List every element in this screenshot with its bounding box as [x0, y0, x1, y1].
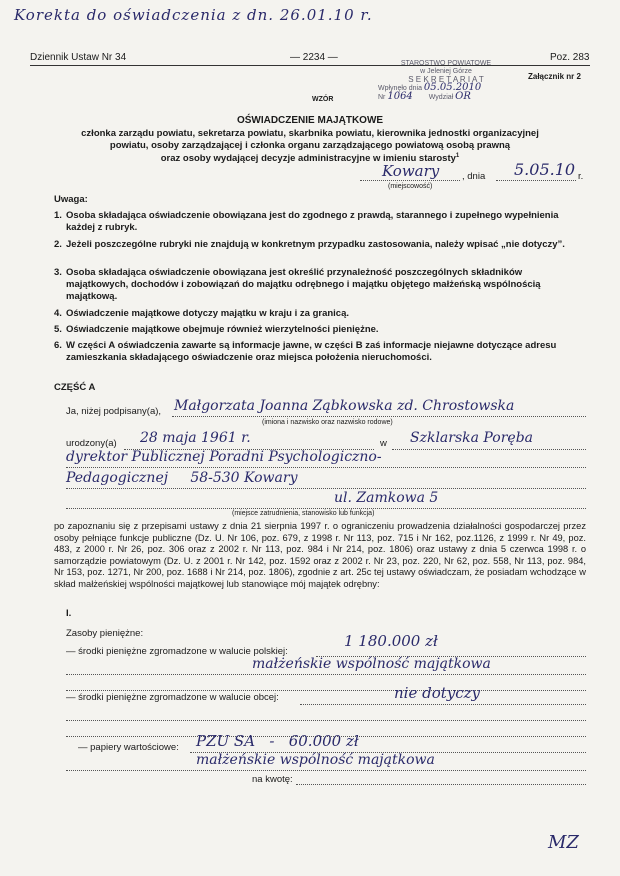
- note-2: 2. Jeżeli poszczególne rubryki nie znajdują w konkretnym przypadku zastosowania, należy wpisać „nie dotyczy”.: [54, 239, 565, 250]
- pln-ownership-dotted-line: [66, 674, 586, 675]
- annex-label: Załącznik nr 2: [528, 72, 581, 81]
- securities-label: — papiery wartościowe:: [78, 742, 179, 753]
- journal-name: Dziennik Ustaw Nr 34: [30, 52, 127, 63]
- place-caption: (miejscowość): [388, 183, 433, 190]
- subtitle-footnote: 1: [455, 153, 460, 159]
- born-in-label: w: [380, 438, 387, 449]
- legal-basis-text: po zapoznaniu się z przepisami ustawy z dnia 21 sierpnia 1997 r. o ograniczeniu prowadzenia działalności gospodarczej przez osoby pełniące funkcje publiczne (Dz. U. Nr 106, poz. 679, z 1998 r. Nr 113, poz. 715 i Nr 162, poz.1126, z 1999 r. Nr 49, poz. 483, z 2000 r. Nr 26, poz. 306 oraz z 2002 r. Nr 113, poz. 984 i Nr 214, poz. 1806) oraz ustawy z dnia 5 czerwca 1998 r. o samorządzie powiatowym (Dz. U. z 2001 r. Nr 142, poz. 1592 oraz z 2002 r. Nr 23, poz. 220, Nr 62, poz. 558, Nr 113, poz. 984, Nr 153, poz. 1271, Nr 200, poz. 1688 i Nr 214, poz. 1806), zgodnie z art. 25c tej ustawy oświadczam, że posiadam wchodzące w skład małżeńskiej wspólności majątkowej lub stanowiące mój majątek odrębny:: [54, 521, 586, 589]
- birth-place-dotted-line: [392, 449, 586, 450]
- job-line-3-handwritten: ul. Zamkowa 5: [334, 490, 439, 506]
- stamp-secretariat: S E K R E T A R I A T: [408, 75, 484, 84]
- stamp-department-label: Wydział: [428, 94, 454, 101]
- section-i-numeral: I.: [66, 608, 72, 619]
- cash-resources-heading: Zasoby pieniężne:: [66, 628, 144, 639]
- name-label: Ja, niżej podpisany(a),: [66, 406, 162, 417]
- note-4: 4. Oświadczenie majątkowe dotyczy majątku w kraju i za granicą.: [54, 308, 349, 319]
- job-dotted-line-2: [66, 488, 586, 489]
- born-label: urodzony(a): [66, 438, 117, 449]
- pln-extra-dotted-line: [66, 690, 586, 691]
- part-a-heading: CZĘŚĆ A: [54, 382, 96, 393]
- amount-dotted-line: [296, 784, 586, 785]
- page-number: — 2234 —: [290, 52, 338, 63]
- pln-funds-handwritten: 1 180.000 zł: [344, 632, 438, 650]
- stamp-number-value: 1064: [387, 91, 413, 102]
- subtitle-line-3: oraz osoby wydającej decyzje administracyjne w imieniu starosty$^1$: [160, 153, 460, 165]
- year-suffix: r.: [578, 171, 584, 182]
- birth-place-handwritten: Szklarska Poręba: [410, 430, 533, 446]
- note-6: 6. W części A oświadczenia zawarte są informacje jawne, w części B zaś informacje niejawne dotyczące adresu zamieszkania składającego oświadczenie oraz miejsca położenia nieruchomości.: [54, 340, 557, 363]
- date-dotted-line: [496, 180, 576, 181]
- notes-heading: Uwaga:: [54, 194, 88, 205]
- signature-initials: MZ: [548, 832, 579, 853]
- registry-stamp: [378, 60, 514, 102]
- date-handwritten: 5.05.10: [514, 160, 576, 179]
- date-label: , dnia: [462, 171, 486, 182]
- stamp-office: STAROSTWO POWIATOWE: [400, 60, 492, 67]
- stamp-received-label: Wpłynęło dnia: [378, 85, 422, 92]
- securities-handwritten: PZU SA - 60.000 zł: [196, 732, 359, 750]
- job-dotted-line-3: [66, 508, 586, 509]
- foreign-funds-dotted-line: [300, 704, 586, 705]
- position-number: Poz. 283: [550, 52, 590, 63]
- job-dotted-line-1: [66, 467, 586, 468]
- foreign-funds-label: — środki pieniężne zgromadzone w walucie obcej:: [66, 692, 279, 703]
- securities-ownership-dotted-line: [66, 770, 586, 771]
- pln-funds-label: — środki pieniężne zgromadzone w walucie polskiej:: [66, 646, 288, 657]
- stamp-city: w Jeleniej Górze: [420, 68, 472, 75]
- stamp-department-value: OR: [455, 91, 471, 102]
- job-line-1-handwritten: dyrektor Publicznej Poradni Psychologiczno-: [66, 449, 382, 465]
- place-dotted-line: [360, 180, 460, 181]
- job-caption: (miejsce zatrudnienia, stanowisko lub funkcja): [232, 510, 375, 517]
- name-caption: (imiona i nazwisko oraz nazwisko rodowe): [262, 419, 393, 426]
- stamp-received-date: 05.05.2010: [423, 82, 482, 93]
- subtitle-line-2: powiatu, osoby zarządzającej i członka organu zarządzającego powiatową osobą prawną: [109, 139, 511, 151]
- job-line-2-handwritten: Pedagogicznej 58-530 Kowary: [66, 470, 298, 486]
- foreign-funds-handwritten: nie dotyczy: [394, 684, 481, 702]
- note-5: 5. Oświadczenie majątkowe obejmuje również wierzytelności pieniężne.: [54, 324, 379, 335]
- place-handwritten: Kowary: [382, 162, 440, 180]
- subtitle-line-1: członka zarządu powiatu, sekretarza powiatu, skarbnika powiatu, kierownika jednostki organizacyjnej: [81, 128, 539, 139]
- document-subtitle: [50, 128, 570, 165]
- birth-date-handwritten: 28 maja 1961 r.: [140, 430, 251, 446]
- foreign-extra-dotted-line-1: [66, 720, 586, 721]
- template-label: WZÓR: [312, 96, 334, 103]
- name-handwritten: Małgorzata Joanna Ząbkowska zd. Chrostowska: [174, 398, 515, 414]
- document-title: OŚWIADCZENIE MAJĄTKOWE: [236, 115, 384, 126]
- note-1: 1. Osoba składająca oświadczenie obowiązana jest do zgodnego z prawdą, starannego i zupełnego wypełnienia każdej z rubryk.: [54, 210, 559, 233]
- securities-ownership-handwritten: małżeńskie wspólność majątkowa: [196, 752, 435, 768]
- amount-label: na kwotę:: [252, 774, 293, 785]
- pln-funds-ownership-handwritten: małżeńskie wspólność majątkowa: [252, 656, 491, 672]
- handwritten-correction-note: Korekta do oświadczenia z dn. 26.01.10 r.: [14, 6, 373, 24]
- note-3: 3. Osoba składająca oświadczenie obowiązana jest określić przynależność poszczególnych składników majątkowych, dochodów i zobowiązań do majątku odrębnego i majątku objętego małżeńską wspólnością majątkową.: [54, 267, 541, 302]
- stamp-number-label: Nr: [378, 94, 386, 101]
- name-dotted-line: [172, 416, 586, 417]
